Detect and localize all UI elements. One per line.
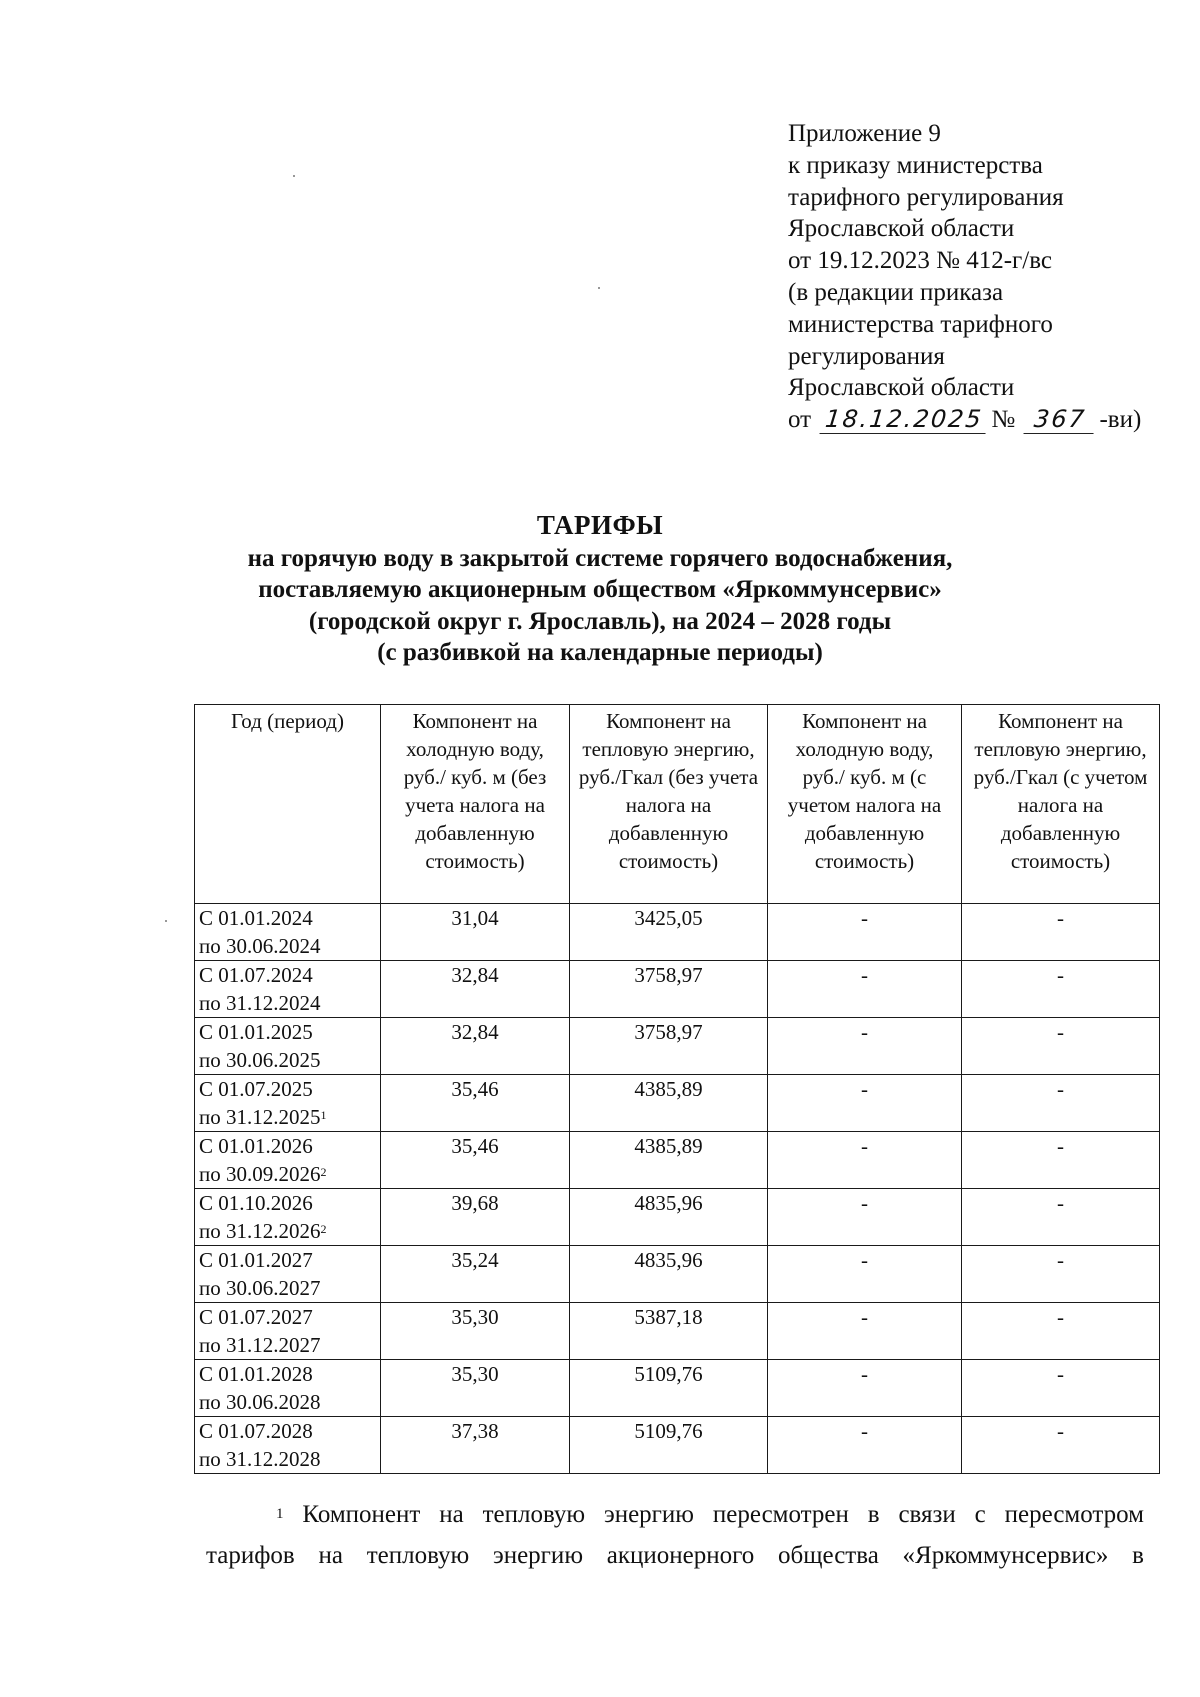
cold-water-vat-value: -	[768, 961, 962, 1018]
period-cell	[195, 1417, 381, 1474]
appendix-line: тарифного регулирования	[788, 183, 1064, 211]
period-cell	[195, 961, 381, 1018]
cold-water-value: 35,46	[381, 1132, 570, 1189]
heat-energy-vat-value: -	[962, 1246, 1160, 1303]
cold-water-vat-value: -	[768, 1303, 962, 1360]
appendix-line: Ярославской области	[788, 374, 1015, 402]
period-from: С 01.10.2026	[199, 1191, 313, 1215]
table-row	[195, 904, 1160, 961]
heat-energy-vat-value: -	[962, 1303, 1160, 1360]
table-row	[195, 1018, 1160, 1075]
number-sign: №	[991, 406, 1016, 434]
scan-speck	[165, 920, 167, 922]
cold-water-value: 32,84	[381, 961, 570, 1018]
period-to: по 31.12.2027	[199, 1333, 321, 1357]
heat-energy-value: 4835,96	[570, 1246, 768, 1303]
title-line: (городской округ г. Ярославль), на 2024 – 2028 годы	[308, 607, 892, 635]
appendix-line: к приказу министерства	[788, 151, 1043, 179]
heat-energy-value: 5109,76	[570, 1417, 768, 1474]
period-to: по 31.12.2026	[199, 1219, 321, 1243]
header-heat-energy-vat: Компонент на тепловую энергию, руб./Гкал (с учетом налога на добавленную стоимость)	[962, 705, 1160, 904]
period-from: С 01.01.2025	[199, 1020, 313, 1044]
period-to: по 30.06.2028	[199, 1390, 321, 1414]
header-period: Год (период)	[195, 705, 381, 904]
period-to: по 30.06.2024	[199, 934, 321, 958]
period-from: С 01.01.2027	[199, 1248, 313, 1272]
cold-water-vat-value: -	[768, 1132, 962, 1189]
amendment-prefix: от	[788, 406, 812, 434]
period-cell	[195, 1075, 381, 1132]
table-row	[195, 1417, 1160, 1474]
footnote	[206, 1496, 1144, 1575]
period-cell	[195, 1303, 381, 1360]
title-line: поставляемую акционерным обществом «Яркоммунсервис»	[258, 576, 942, 603]
header-cold-water-vat: Компонент на холодную воду, руб./ куб. м (с учетом налога на добавленную стоимость)	[768, 705, 962, 904]
cold-water-vat-value: -	[768, 1246, 962, 1303]
cold-water-vat-value: -	[768, 1075, 962, 1132]
period-from: С 01.07.2024	[199, 963, 313, 987]
appendix-line: министерства тарифного	[788, 310, 1053, 338]
appendix-block	[788, 118, 1188, 436]
footnote-text: Компонент на тепловую энергию пересмотрен в связи с пересмотром	[302, 1501, 1144, 1528]
appendix-line: Ярославской области	[788, 215, 1015, 243]
cold-water-value: 35,46	[381, 1075, 570, 1132]
heat-energy-value: 5387,18	[570, 1303, 768, 1360]
cold-water-value: 39,68	[381, 1189, 570, 1246]
table-header-row	[195, 705, 1160, 904]
header-heat-energy: Компонент на тепловую энергию, руб./Гкал (без учета налога на добавленную стоимость)	[570, 705, 768, 904]
heat-energy-vat-value: -	[962, 1417, 1160, 1474]
heat-energy-vat-value: -	[962, 1075, 1160, 1132]
table-row	[195, 1360, 1160, 1417]
period-from: С 01.07.2028	[199, 1419, 313, 1443]
heat-energy-value: 4385,89	[570, 1075, 768, 1132]
period-cell	[195, 1018, 381, 1075]
footnote-ref: 1	[320, 1108, 327, 1122]
cold-water-value: 32,84	[381, 1018, 570, 1075]
title-line: на горячую воду в закрытой системе горячего водоснабжения,	[247, 544, 953, 572]
document-title	[150, 510, 1050, 669]
appendix-amendment-line	[788, 404, 1188, 436]
period-cell	[195, 1360, 381, 1417]
appendix-line: регулирования	[788, 342, 945, 370]
cold-water-vat-value: -	[768, 1189, 962, 1246]
cold-water-value: 37,38	[381, 1417, 570, 1474]
footnote-line	[206, 1496, 1144, 1537]
cold-water-value: 31,04	[381, 904, 570, 961]
table-row	[195, 961, 1160, 1018]
heat-energy-value: 3425,05	[570, 904, 768, 961]
period-from: С 01.01.2026	[199, 1134, 313, 1158]
period-to: по 31.12.2025	[199, 1105, 321, 1129]
heat-energy-vat-value: -	[962, 904, 1160, 961]
title-line: (с разбивкой на календарные периоды)	[377, 639, 823, 666]
amendment-suffix: -ви)	[1099, 406, 1142, 434]
period-from: С 01.01.2028	[199, 1362, 313, 1386]
heat-energy-vat-value: -	[962, 1360, 1160, 1417]
handwritten-number: 367	[1024, 405, 1097, 434]
tariffs-table	[194, 704, 1160, 1474]
heat-energy-vat-value: -	[962, 961, 1160, 1018]
period-cell	[195, 1246, 381, 1303]
footnote-ref: 2	[320, 1165, 327, 1179]
handwritten-date: 18.12.2025	[820, 405, 989, 434]
heat-energy-value: 3758,97	[570, 961, 768, 1018]
table-row	[195, 1075, 1160, 1132]
footnote-line: тарифов на тепловую энергию акционерного общества «Яркоммунсервис» в	[206, 1542, 1144, 1569]
cold-water-vat-value: -	[768, 904, 962, 961]
table-row	[195, 1189, 1160, 1246]
appendix-line: от 19.12.2023 № 412-г/вс	[788, 247, 1052, 275]
period-to: по 30.09.2026	[199, 1162, 321, 1186]
scan-speck	[598, 287, 600, 289]
heat-energy-vat-value: -	[962, 1132, 1160, 1189]
cold-water-value: 35,30	[381, 1360, 570, 1417]
title-main: ТАРИФЫ	[536, 510, 664, 540]
cold-water-value: 35,30	[381, 1303, 570, 1360]
heat-energy-value: 5109,76	[570, 1360, 768, 1417]
table-row	[195, 1303, 1160, 1360]
period-cell	[195, 904, 381, 961]
heat-energy-value: 4835,96	[570, 1189, 768, 1246]
period-cell	[195, 1189, 381, 1246]
heat-energy-vat-value: -	[962, 1018, 1160, 1075]
period-to: по 31.12.2024	[199, 991, 321, 1015]
cold-water-value: 35,24	[381, 1246, 570, 1303]
heat-energy-value: 3758,97	[570, 1018, 768, 1075]
period-to: по 30.06.2027	[199, 1276, 321, 1300]
table-row	[195, 1132, 1160, 1189]
appendix-line: Приложение 9	[788, 120, 941, 147]
period-to: по 31.12.2028	[199, 1447, 321, 1471]
period-from: С 01.07.2025	[199, 1077, 313, 1101]
table-body	[195, 904, 1160, 1474]
header-cold-water: Компонент на холодную воду, руб./ куб. м (без учета налога на добавленную стоимость)	[381, 705, 570, 904]
table-row	[195, 1246, 1160, 1303]
scan-speck	[293, 175, 295, 177]
period-from: С 01.07.2027	[199, 1305, 313, 1329]
cold-water-vat-value: -	[768, 1417, 962, 1474]
cold-water-vat-value: -	[768, 1360, 962, 1417]
footnote-ref: 2	[320, 1222, 327, 1236]
period-cell	[195, 1132, 381, 1189]
period-from: С 01.01.2024	[199, 906, 313, 930]
heat-energy-value: 4385,89	[570, 1132, 768, 1189]
appendix-line: (в редакции приказа	[788, 278, 1004, 306]
footnote-marker: 1	[276, 1506, 284, 1522]
cold-water-vat-value: -	[768, 1018, 962, 1075]
heat-energy-vat-value: -	[962, 1189, 1160, 1246]
period-to: по 30.06.2025	[199, 1048, 321, 1072]
